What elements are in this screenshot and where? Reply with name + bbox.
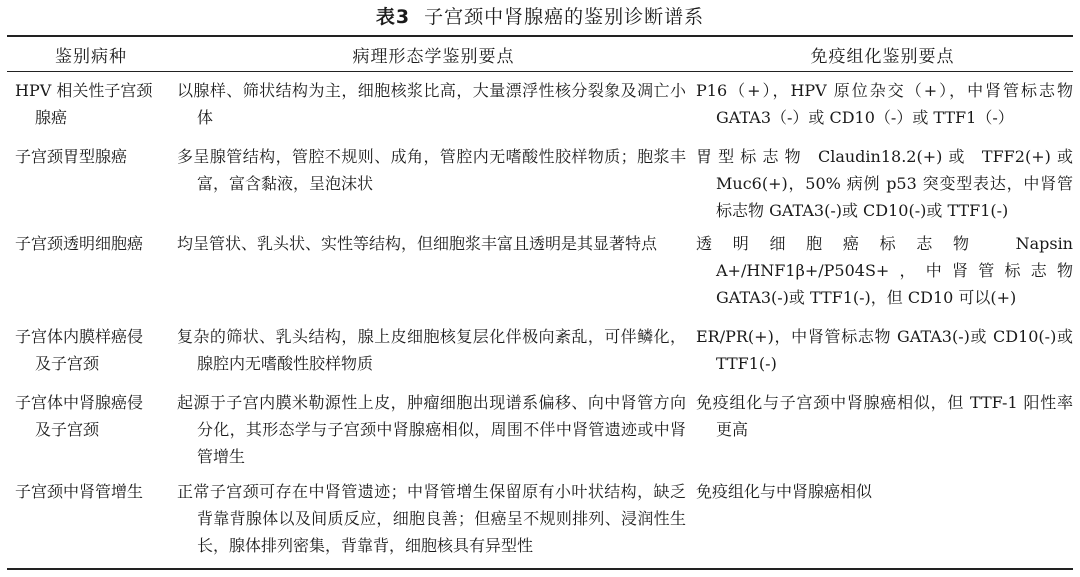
table-row [7, 383, 1073, 472]
disease-cell [7, 137, 175, 224]
morphology-text: 起源于子宫内膜米勒源性上皮，肿瘤细胞出现谱系偏移、向中肾管方向分化，其形态学与子宫颈中肾腺癌相似，周围不伴中肾管遗迹或中肾管增生 [177, 393, 686, 466]
morphology-text: 多呈腺管结构，管腔不规则、成角，管腔内无嗜酸性胶样物质；胞浆丰富，富含黏液，呈泡沫状 [177, 147, 686, 193]
table-row [7, 71, 1073, 137]
ihc-text: P16（+），HPV 原位杂交（+），中肾管标志物 GATA3（-）或 CD10（-）或 TTF1（-） [696, 81, 1073, 127]
header-morphology: 病理形态学鉴别要点 [352, 46, 515, 67]
ihc-text: 免疫组化与中肾腺癌相似 [696, 482, 873, 501]
table-row [7, 224, 1073, 317]
morphology-text: 均呈管状、乳头状、实性等结构，但细胞浆丰富且透明是其显著特点 [177, 234, 658, 253]
disease-cell [7, 472, 175, 564]
disease-name-line1: 子宫体内膜样癌侵 [15, 327, 144, 346]
disease-cell [7, 71, 175, 137]
table-row [7, 317, 1073, 383]
ihc-text: 免疫组化与子宫颈中肾腺癌相似，但 TTF-1 阳性率更高 [696, 393, 1073, 439]
ihc-text: ER/PR(+)，中肾管标志物 GATA3(-)或 CD10(-)或 TTF1(-) [696, 327, 1073, 373]
table-row [7, 472, 1073, 564]
table-caption-number: 表3 [375, 6, 411, 28]
header-disease: 鉴别病种 [55, 46, 127, 67]
header-ihc: 免疫组化鉴别要点 [810, 46, 955, 67]
table-caption [0, 4, 1080, 30]
table-header-row [7, 37, 1073, 71]
disease-name-line1: 子宫颈中肾管增生 [15, 482, 144, 501]
table-row [7, 137, 1073, 224]
disease-name-line1: 子宫颈透明细胞癌 [15, 234, 144, 253]
ihc-text: 透明细胞癌标志物 Napsin A+/HNF1β+/P504S+，中肾管标志物 GATA3(-)或 TTF1(-)，但 CD10 可以(+) [696, 234, 1073, 307]
disease-name-line1: 子宫颈胃型腺癌 [15, 147, 128, 166]
morphology-text: 以腺样、筛状结构为主，细胞核浆比高，大量漂浮性核分裂象及凋亡小体 [177, 81, 686, 127]
morphology-text: 正常子宫颈可存在中肾管遗迹；中肾管增生保留原有小叶状结构，缺乏背靠背腺体以及间质反应，细胞良善；但癌呈不规则排列、浸润性生长，腺体排列密集，背靠背，细胞核具有异型性 [177, 482, 686, 555]
disease-cell [7, 383, 175, 472]
disease-name-line2: 腺癌 [35, 108, 68, 127]
disease-name-line1: 子宫体中肾腺癌侵 [15, 393, 144, 412]
disease-cell [7, 317, 175, 383]
table-bottom-rule [7, 568, 1073, 570]
differential-diagnosis-table [7, 37, 1073, 564]
morphology-text: 复杂的筛状、乳头结构，腺上皮细胞核复层化伴极向紊乱，可伴鳞化，腺腔内无嗜酸性胶样物质 [177, 327, 686, 373]
disease-cell [7, 224, 175, 317]
disease-name-line2: 及子宫颈 [35, 354, 100, 373]
table-caption-title: 子宫颈中肾腺癌的鉴别诊断谱系 [424, 6, 705, 28]
disease-name-line2: 及子宫颈 [35, 420, 100, 439]
ihc-text: 胃型标志物 Claudin18.2(+)或 TFF2(+)或 Muc6(+)，50% 病例 p53 突变型表达，中肾管标志物 GATA3(-)或 CD10(-)或 TTF1(-) [696, 147, 1073, 220]
disease-name-line1: HPV 相关性子宫颈 [15, 81, 153, 100]
